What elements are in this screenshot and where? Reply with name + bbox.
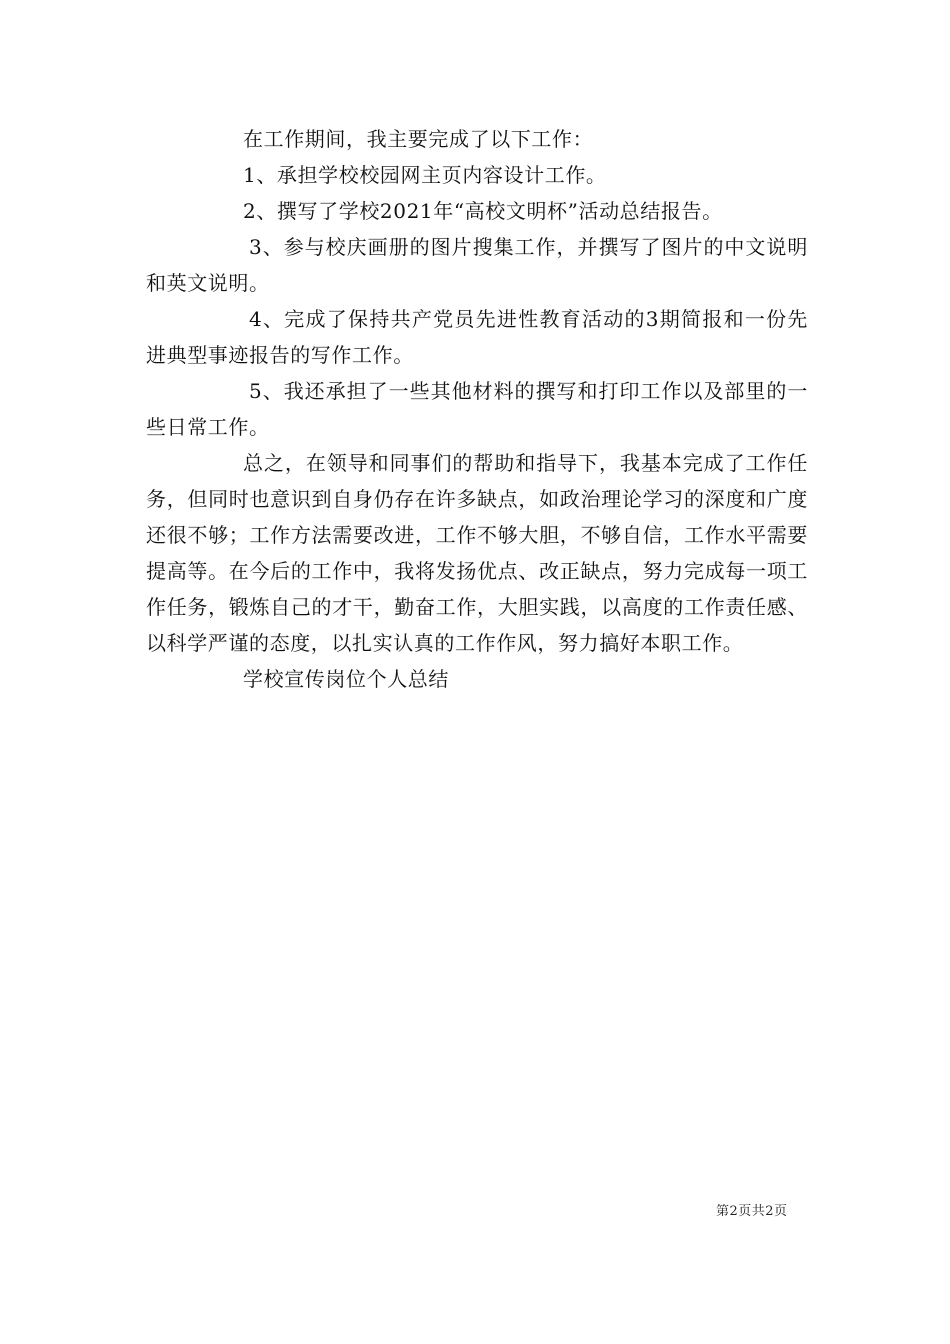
document-title-line: 学校宣传岗位个人总结 bbox=[243, 667, 449, 691]
intro-paragraph: 在工作期间，我主要完成了以下工作： bbox=[243, 127, 594, 151]
page-number: 第2页共2页 bbox=[716, 1204, 788, 1219]
work-item-3: 3、参与校庆画册的图片搜集工作，并撰写了图片的中文说明和英文说明。 bbox=[146, 235, 808, 295]
work-item-5: 5、我还承担了一些其他材料的撰写和打印工作以及部里的一些日常工作。 bbox=[146, 379, 808, 439]
work-item-1: 1、承担学校校园网主页内容设计工作。 bbox=[243, 163, 607, 187]
work-item-2: 2、撰写了学校2021年“高校文明杯”活动总结报告。 bbox=[243, 199, 723, 223]
work-item-4: 4、完成了保持共产党员先进性教育活动的3期简报和一份先进典型事迹报告的写作工作。 bbox=[146, 307, 808, 367]
summary-paragraph: 总之，在领导和同事们的帮助和指导下，我基本完成了工作任务，但同时也意识到自身仍存在许多缺点，如政治理论学习的深度和广度还很不够；工作方法需要改进，工作不够大胆，不够自信，工作水平需要提高等。在今后的工作中，我将发扬优点、改正缺点，努力完成每一项工作任务，锻炼自己的才干，勤奋工作，大胆实践，以高度的工作责任感、以科学严谨的态度，以扎实认真的工作作风，努力搞好本职工作。 bbox=[146, 451, 808, 655]
document-body bbox=[146, 121, 808, 697]
